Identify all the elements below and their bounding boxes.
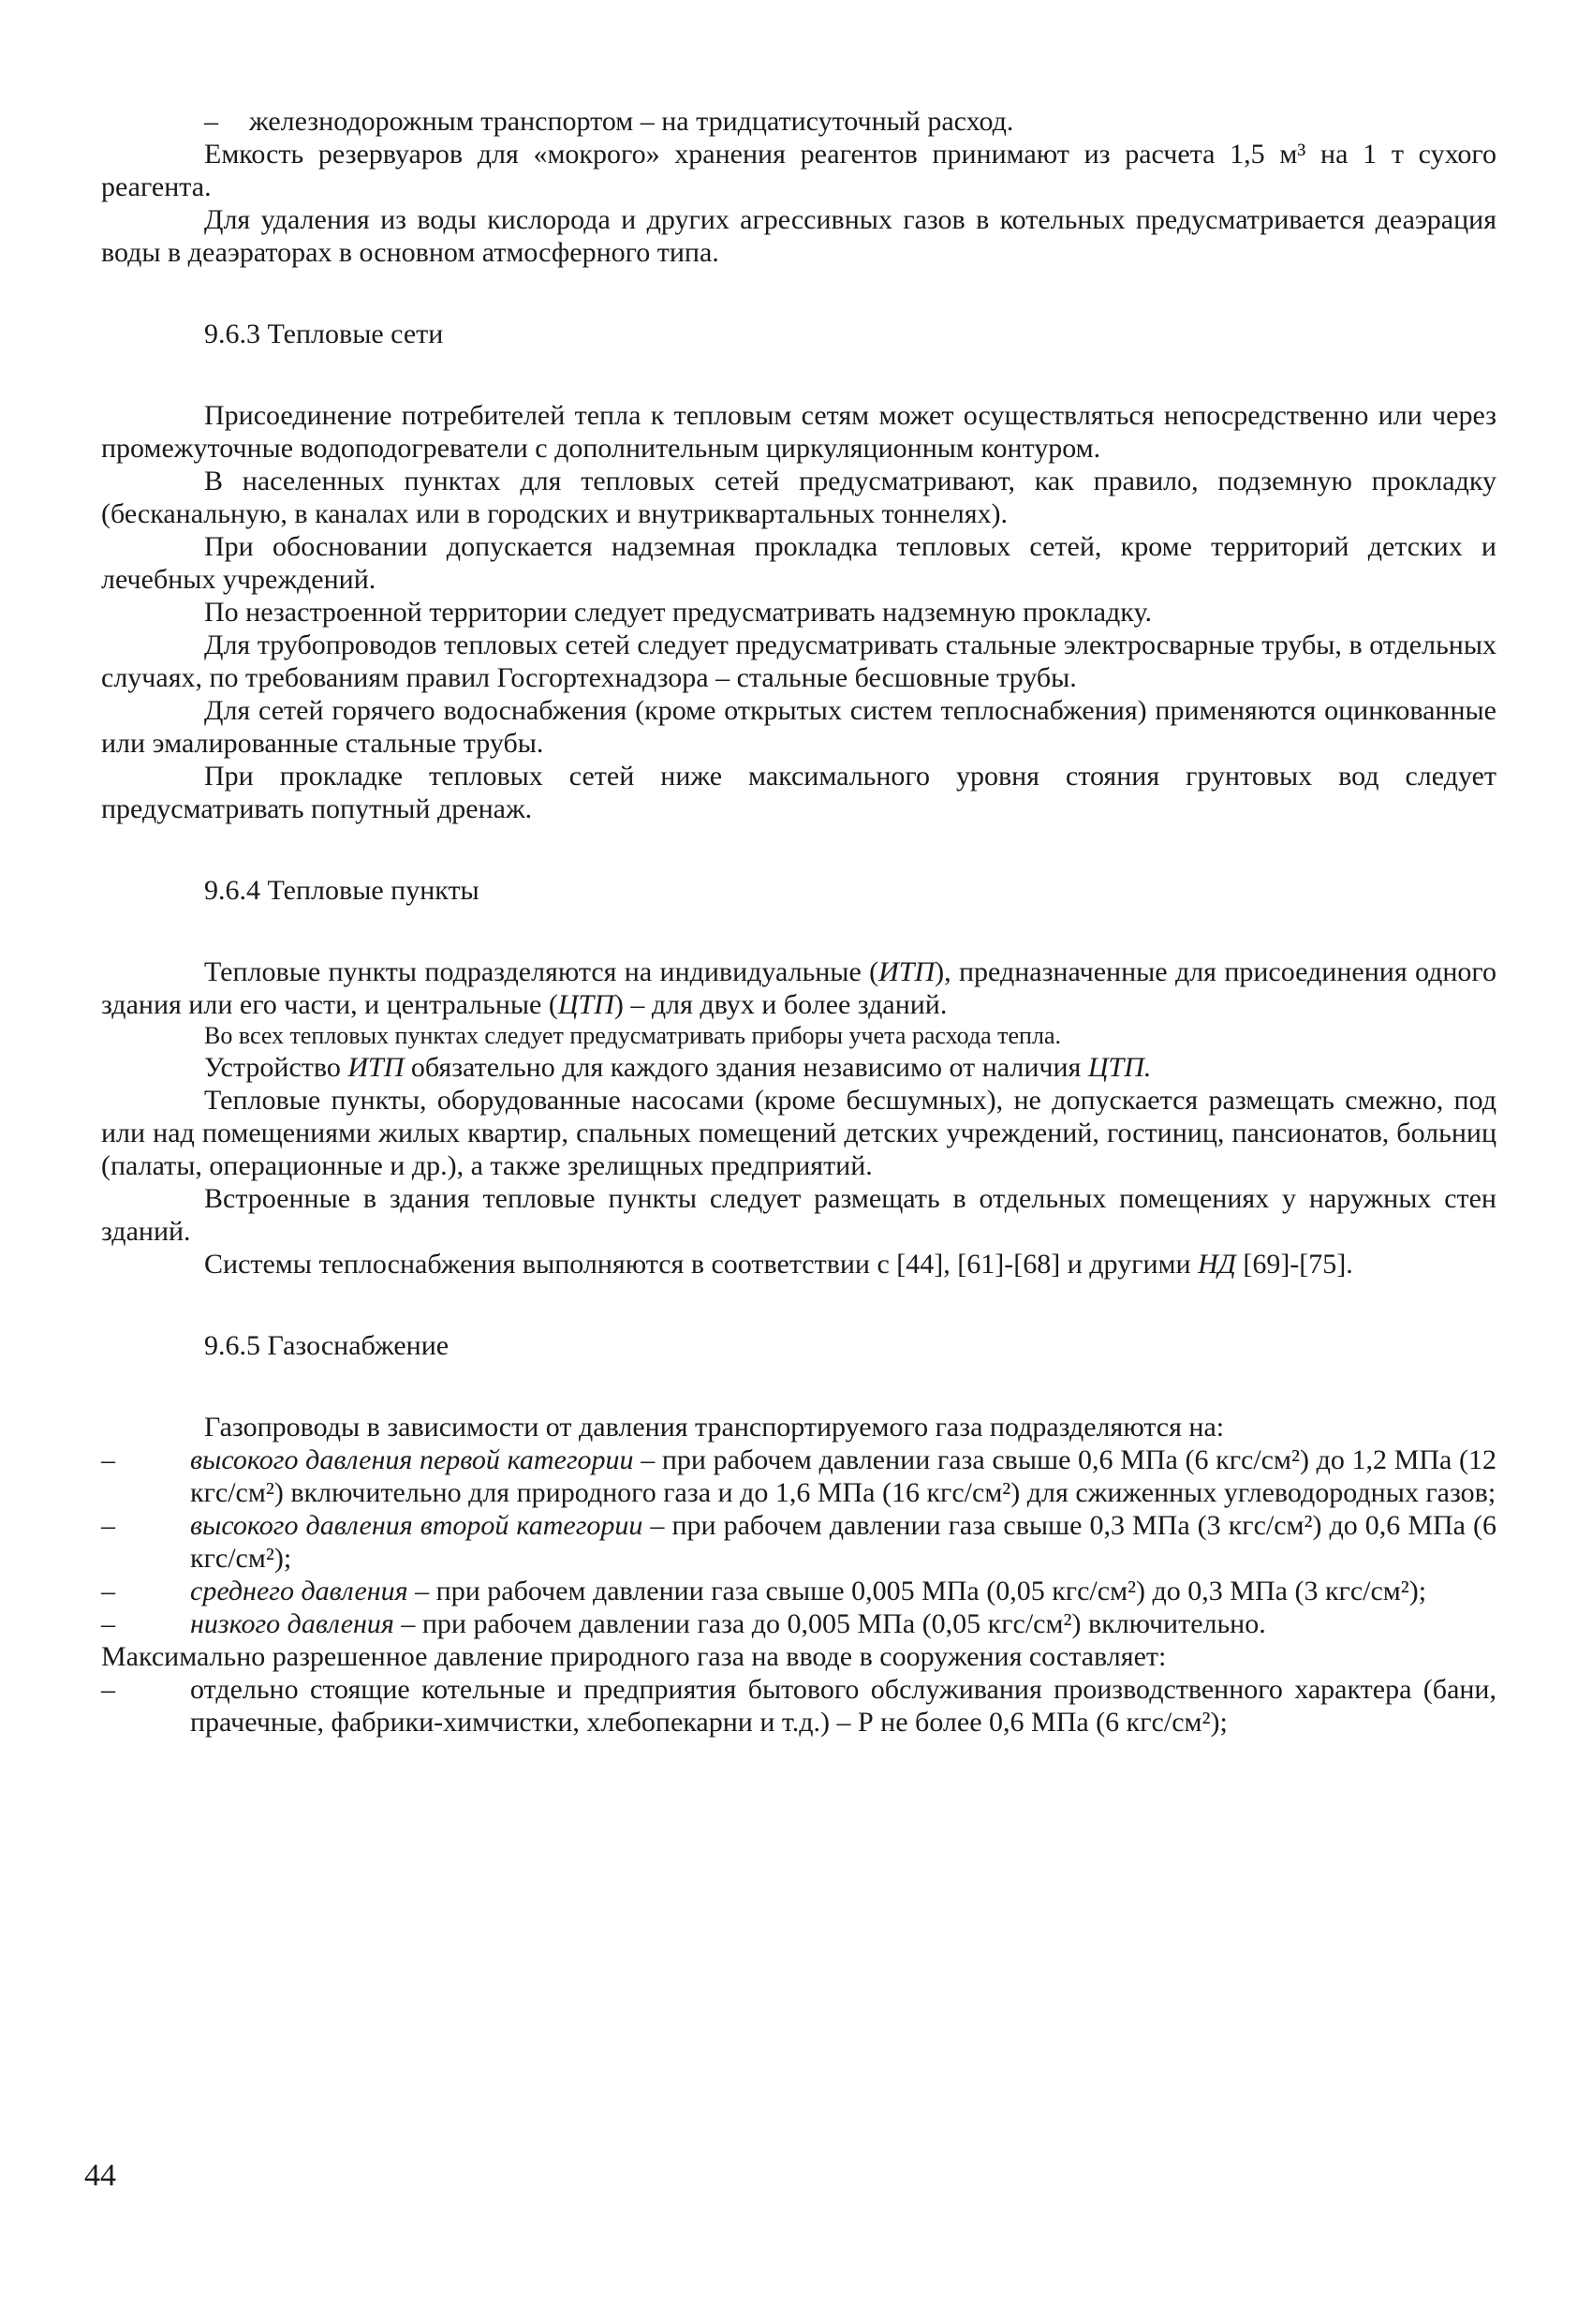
paragraph: При обосновании допускается надземная прокладка тепловых сетей, кроме территорий детских и лечебных учреждений. (101, 531, 1496, 595)
paragraph: Во всех тепловых пунктах следует предусматривать приборы учета расхода тепла. (204, 1022, 1061, 1049)
page-number: 44 (84, 2158, 116, 2193)
paragraph: При прокладке тепловых сетей ниже максимального уровня стояния грунтовых вод следует предусматривать попутный дренаж. (101, 761, 1496, 824)
paragraph: Для сетей горячего водоснабжения (кроме открытых систем теплоснабжения) применяются оцинкованные или эмалированные стальные трубы. (101, 695, 1496, 759)
section-heading-9-6-5: 9.6.5 Газоснабжение (204, 1330, 450, 1361)
paragraph: По незастроенной территории следует предусматривать надземную прокладку. (204, 597, 1152, 628)
list-item: – железнодорожным транспортом – на тридцатисуточный расход. (204, 106, 1014, 137)
list-item: – отдельно стоящие котельные и предприятия бытового обслуживания производственного характера (бани, прачечные, фабрики-химчистки, хлебопекарни и т.д.) – Р не более 0,6 МПа (6 кгс/см²); (101, 1674, 1496, 1738)
paragraph: Системы теплоснабжения выполняются в соответствии с [44], [61]-[68] и другими НД [69]-[75]. (204, 1249, 1353, 1280)
document-page (101, 105, 1496, 1739)
paragraph: В населенных пунктах для тепловых сетей предусматривают, как правило, подземную прокладку (бесканальную, в каналах или в городских и внутриквартальных тоннелях). (101, 466, 1496, 529)
paragraph: Газопроводы в зависимости от давления транспортируемого газа подразделяются на: (204, 1412, 1225, 1443)
paragraph: Встроенные в здания тепловые пункты следует размещать в отдельных помещениях у наружных стен зданий. (101, 1183, 1496, 1247)
paragraph: Для трубопроводов тепловых сетей следует предусматривать стальные электросварные трубы, в отдельных случаях, по требованиям правил Госгортехнадзора – стальные бесшовные трубы. (101, 629, 1496, 693)
list-item: – среднего давления – при рабочем давлении газа свыше 0,005 МПа (0,05 кгс/см²) до 0,3 МПа (3 кгс/см²); (101, 1576, 1427, 1606)
paragraph: Присоединение потребителей тепла к тепловым сетям может осуществляться непосредственно или через промежуточные водоподогреватели с дополнительным циркуляционным контуром. (101, 400, 1496, 464)
list-item: – низкого давления – при рабочем давлении газа до 0,005 МПа (0,05 кгс/см²) включительно. (101, 1608, 1266, 1639)
paragraph: Тепловые пункты подразделяются на индивидуальные (ИТП), предназначенные для присоединения одного здания или его части, и центральные (ЦТП) – для двух и более зданий. (101, 956, 1496, 1020)
section-heading-9-6-4: 9.6.4 Тепловые пункты (204, 875, 479, 906)
list-item: – высокого давления второй категории – при рабочем давлении газа свыше 0,3 МПа (3 кгс/см²) до 0,6 МПа (6 кгс/см²); (101, 1510, 1496, 1574)
paragraph: Для удаления из воды кислорода и других агрессивных газов в котельных предусматривается деаэрация воды в деаэраторах в основном атмосферного типа. (101, 204, 1496, 268)
list-item: – высокого давления первой категории – при рабочем давлении газа свыше 0,6 МПа (6 кгс/см²) до 1,2 МПа (12 кгс/см²) включительно для природного газа и до 1,6 МПа (16 кгс/см²) для сжиженных углеводородных газов; (101, 1444, 1496, 1508)
paragraph: Емкость резервуаров для «мокрого» хранения реагентов принимают из расчета 1,5 м³ на 1 т сухого реагента. (101, 139, 1496, 202)
paragraph: Максимально разрешенное давление природного газа на вводе в сооружения составляет: (101, 1641, 1167, 1672)
paragraph: Устройство ИТП обязательно для каждого здания независимо от наличия ЦТП. (204, 1052, 1152, 1083)
paragraph: Тепловые пункты, оборудованные насосами (кроме бесшумных), не допускается размещать смежно, под или над помещениями жилых квартир, спальных помещений детских учреждений, гостиниц, пансионатов, больниц (палаты, операционные и др.), а также зрелищных предприятий. (101, 1085, 1496, 1181)
section-heading-9-6-3: 9.6.3 Тепловые сети (204, 318, 444, 349)
